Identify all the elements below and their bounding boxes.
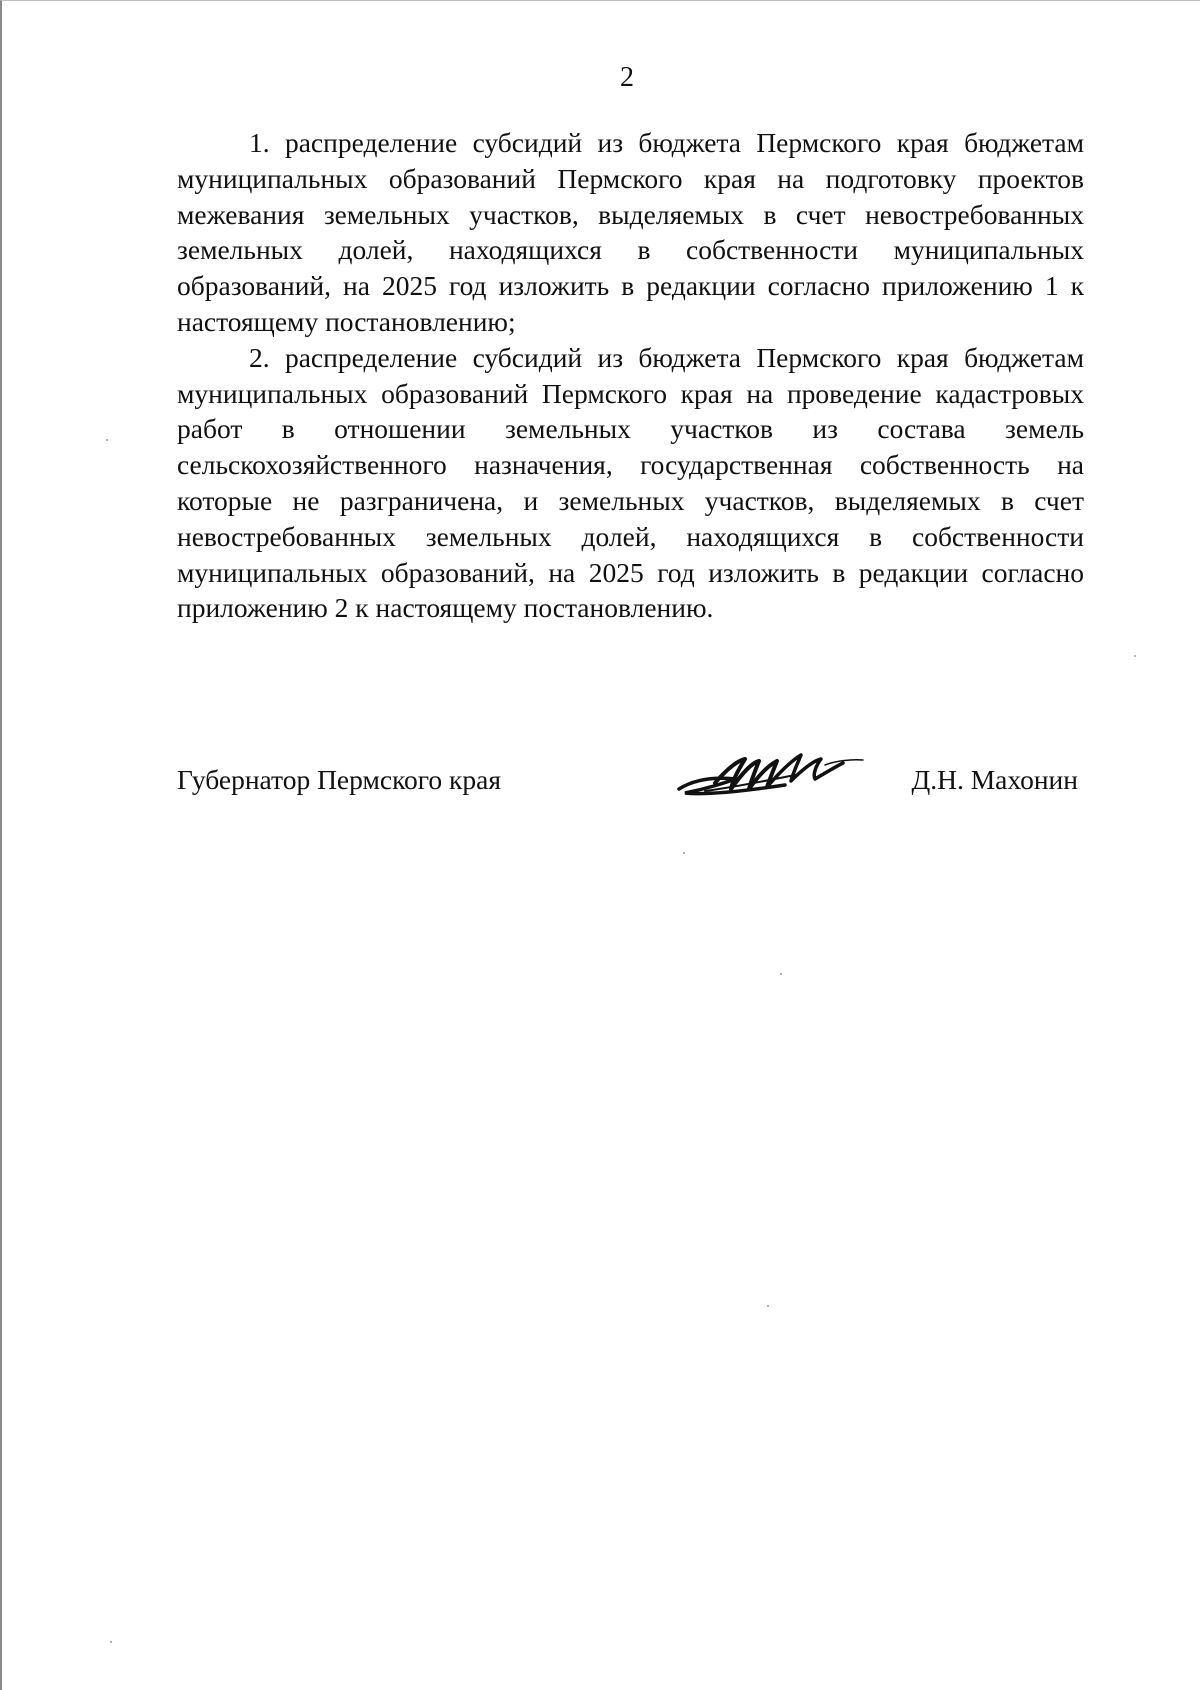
scan-speck [106,439,108,441]
scan-speck [1134,655,1136,657]
signer-title: Губернатор Пермского края [177,764,501,795]
page-number: 2 [620,62,634,93]
paragraph-item-1: 1. распределение субсидий из бюджета Пермского края бюджетам муниципальных образований Пермского края на подготовку проектов межевания земельных участков, выделяемых в счет невостребованных земельных долей, находящихся в собственности муниципальных образований, на 2025 год изложить в редакции согласно приложению 1 к настоящему постановлению; [177,127,1084,337]
scan-speck [780,973,782,975]
scan-speck [767,1305,769,1307]
document-body [177,125,1084,626]
scan-speck [683,852,685,854]
scan-speck [110,1641,112,1643]
signature-block [177,739,1084,829]
signer-name: Д.Н. Махонин [911,764,1078,795]
paragraph-item-2: 2. распределение субсидий из бюджета Пермского края бюджетам муниципальных образований Пермского края на проведение кадастровых работ в отношении земельных участков из состава земель сельскохозяйственного назначения, государственная собственность на которые не разграничена, и земельных участков, выделяемых в счет невостребованных земельных долей, находящихся в собственности муниципальных образований, на 2025 год изложить в редакции согласно приложению 2 к настоящему постановлению. [177,341,1084,624]
handwritten-signature-icon [675,739,867,811]
